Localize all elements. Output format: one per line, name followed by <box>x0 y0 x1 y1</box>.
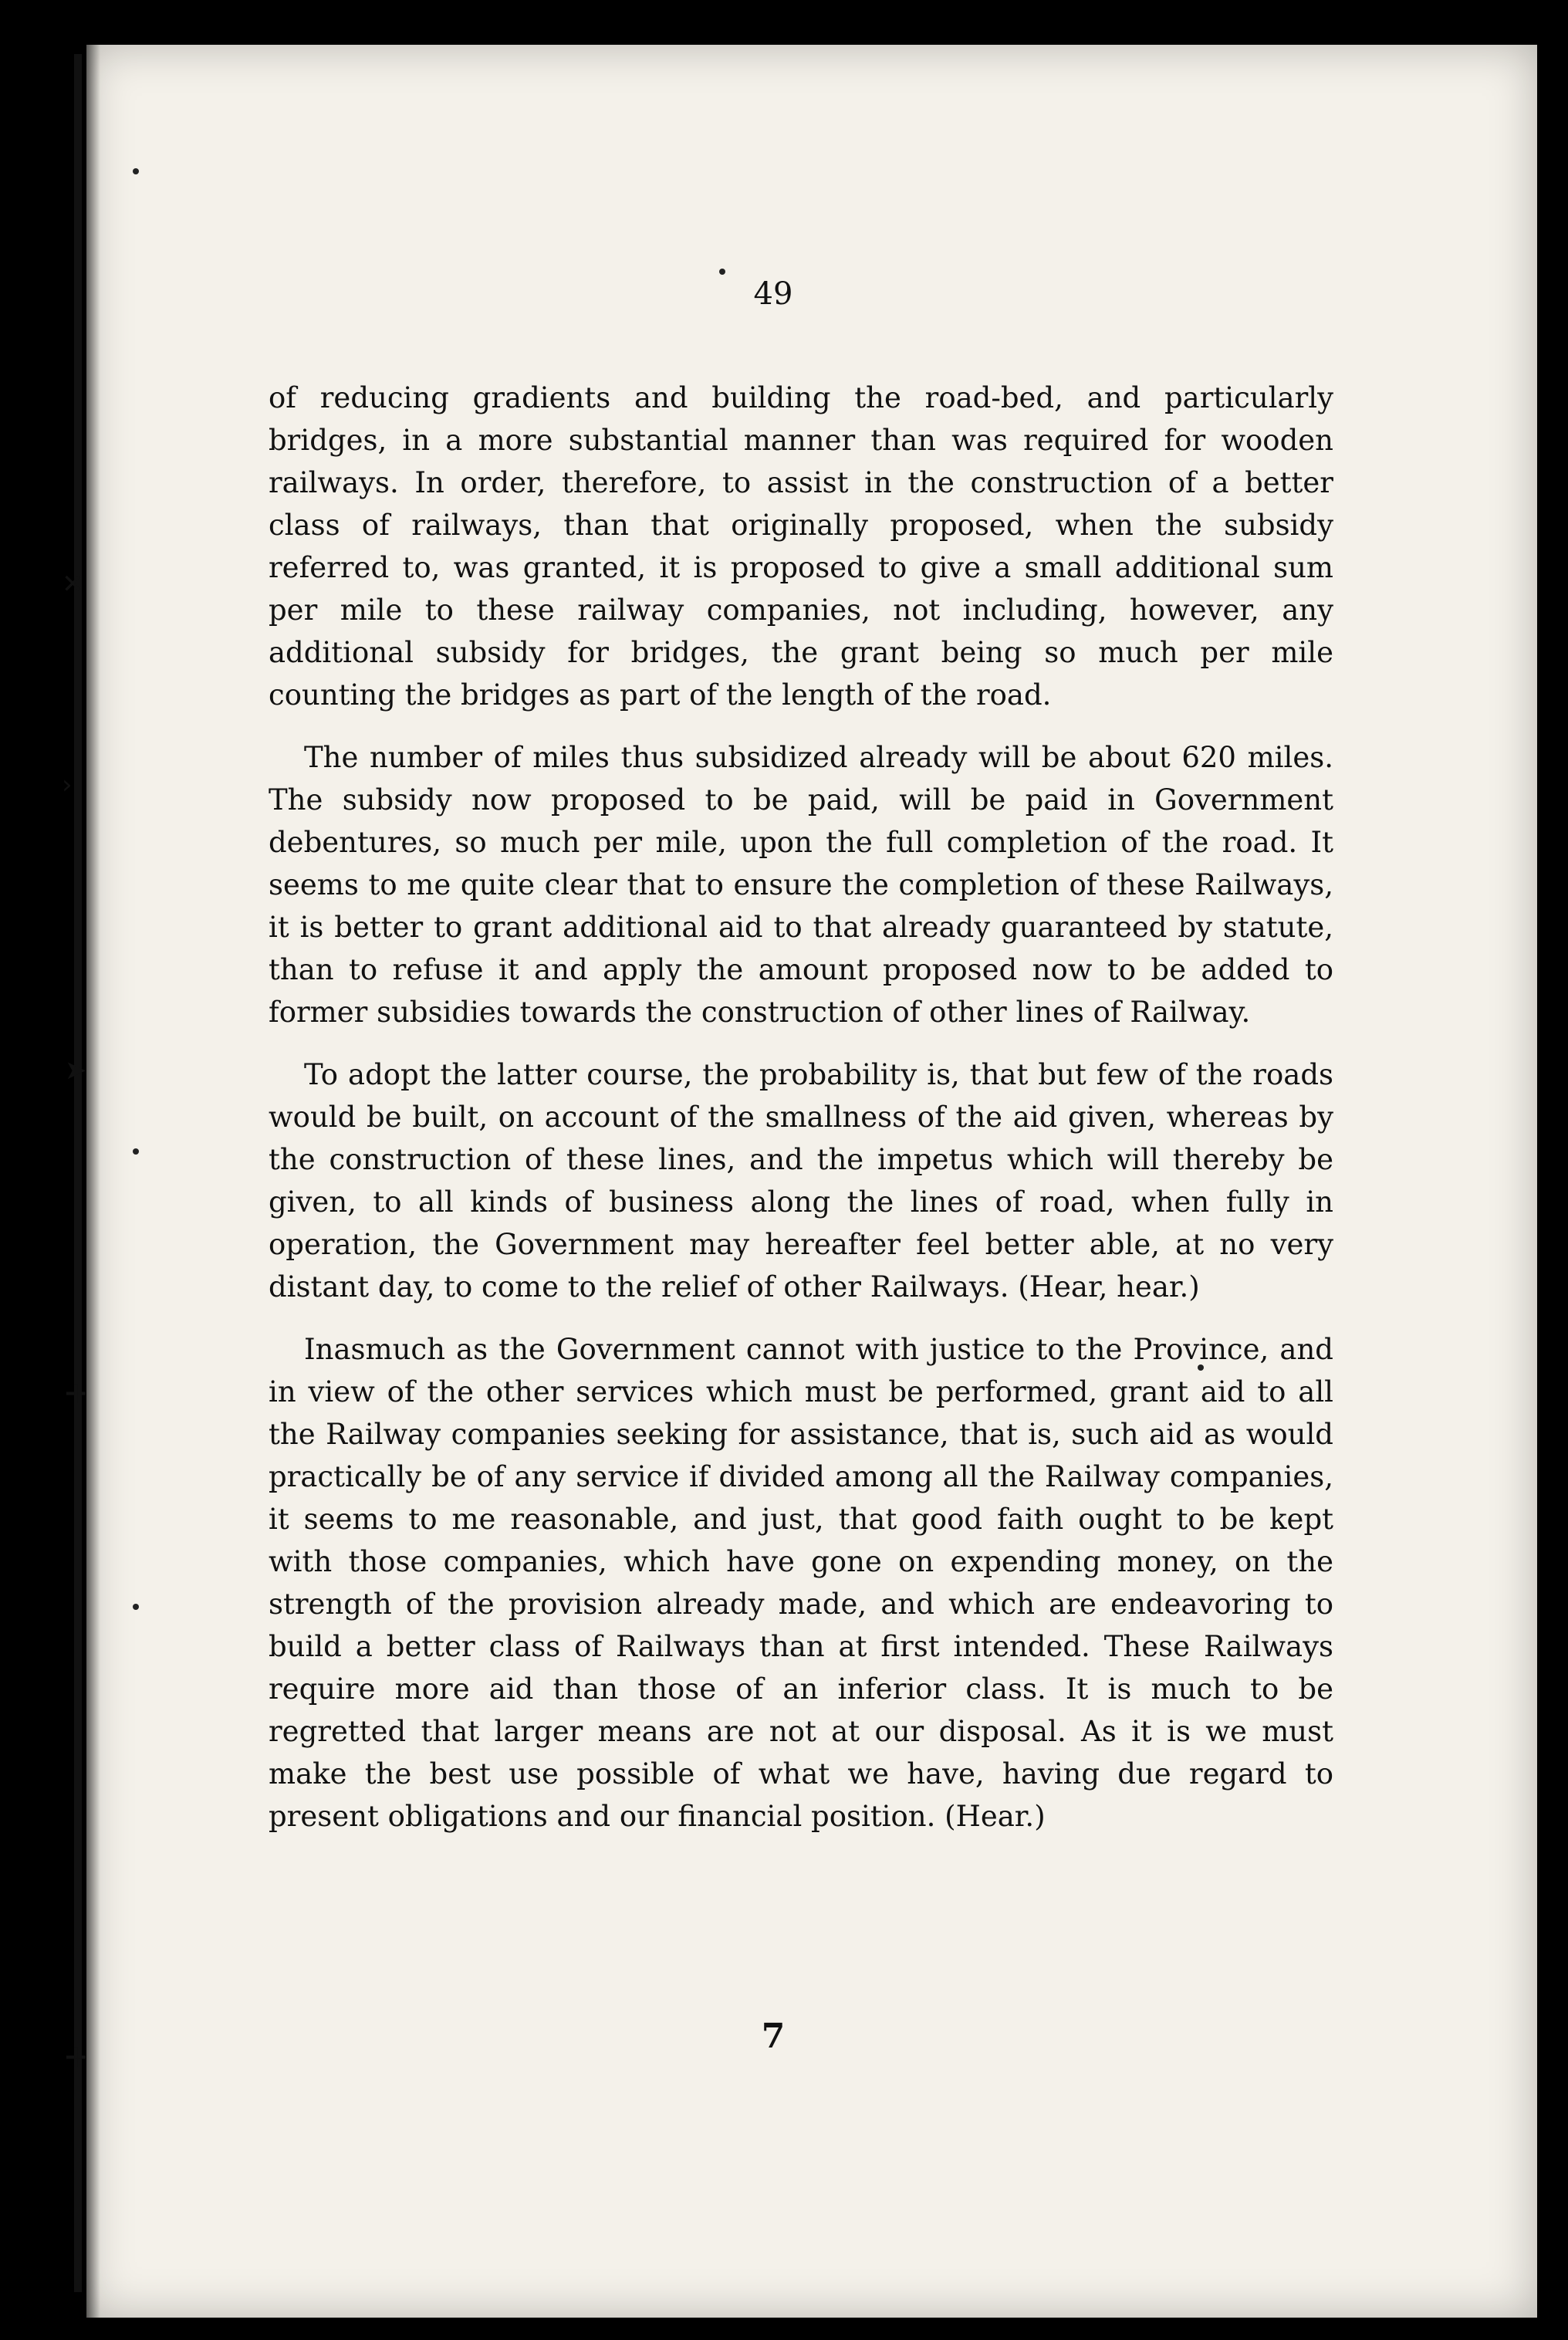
binding-tick: › <box>62 769 73 800</box>
binding-tick: ✕ <box>62 569 84 600</box>
body-text <box>269 377 1333 1858</box>
binding-tick: ➤ <box>65 1055 87 1086</box>
binding-tick: ✛ <box>65 2043 87 2074</box>
document-page <box>86 45 1537 2318</box>
paragraph-4: Inasmuch as the Government cannot with justice to the Province, and in view of the other services which must be performed, grant aid to all the Railway companies seeking for assistance, that is, such aid as would practically be of any service if divided among all the Railway companies, it seems to me reasonable, and just, that good faith ought to be kept with those companies, which have gone on expending money, on the strength of the provision already made, and which are endeavoring to build a better class of Railways than at first intended. These Railways require more aid than those of an inferior class. It is much to be regretted that larger means are not at our disposal. As it is we must make the best use possible of what we have, having due regard to present obligations and our financial position. (Hear.) <box>269 1333 1333 1833</box>
binding-edge <box>74 54 82 2292</box>
speck <box>719 269 725 275</box>
paragraph-3: To adopt the latter course, the probability is, that but few of the roads would be built, on account of the smallness of the aid given, whereas by the construction of these lines, and the impetus which will thereby be given, to all kinds of business along the lines of road, when fully in operation, the Government may hereafter feel better able, at no very distant day, to come to the relief of other Railways. (Hear, hear.) <box>269 1058 1333 1304</box>
paragraph-1: of reducing gradients and building the road-bed, and particularly bridges, in a more substantial manner than was required for wooden railways. In order, therefore, to assist in the construction of a better class of railways, than that originally proposed, when the subsidy referred to, was granted, it is proposed to give a small additional sum per mile to these railway companies, not including, however, any additional subsidy for bridges, the grant being so much per mile counting the bridges as part of the length of the road. <box>269 381 1333 712</box>
speck <box>133 1604 139 1610</box>
speck <box>133 1148 139 1155</box>
speck <box>133 168 139 174</box>
signature-mark: 7 <box>761 2017 786 2056</box>
paragraph-2: The number of miles thus subsidized already will be about 620 miles. The subsidy now proposed to be paid, will be paid in Government debentures, so much per mile, upon the full completion of the road. It seems to me quite clear that to ensure the completion of these Railways, it is better to grant additional aid to that already guaranteed by statute, than to refuse it and apply the amount proposed now to be added to former subsidies towards the construction of other lines of Railway. <box>269 741 1333 1029</box>
page-number: 49 <box>753 276 793 312</box>
binding-tick: ✛ <box>65 1379 87 1410</box>
